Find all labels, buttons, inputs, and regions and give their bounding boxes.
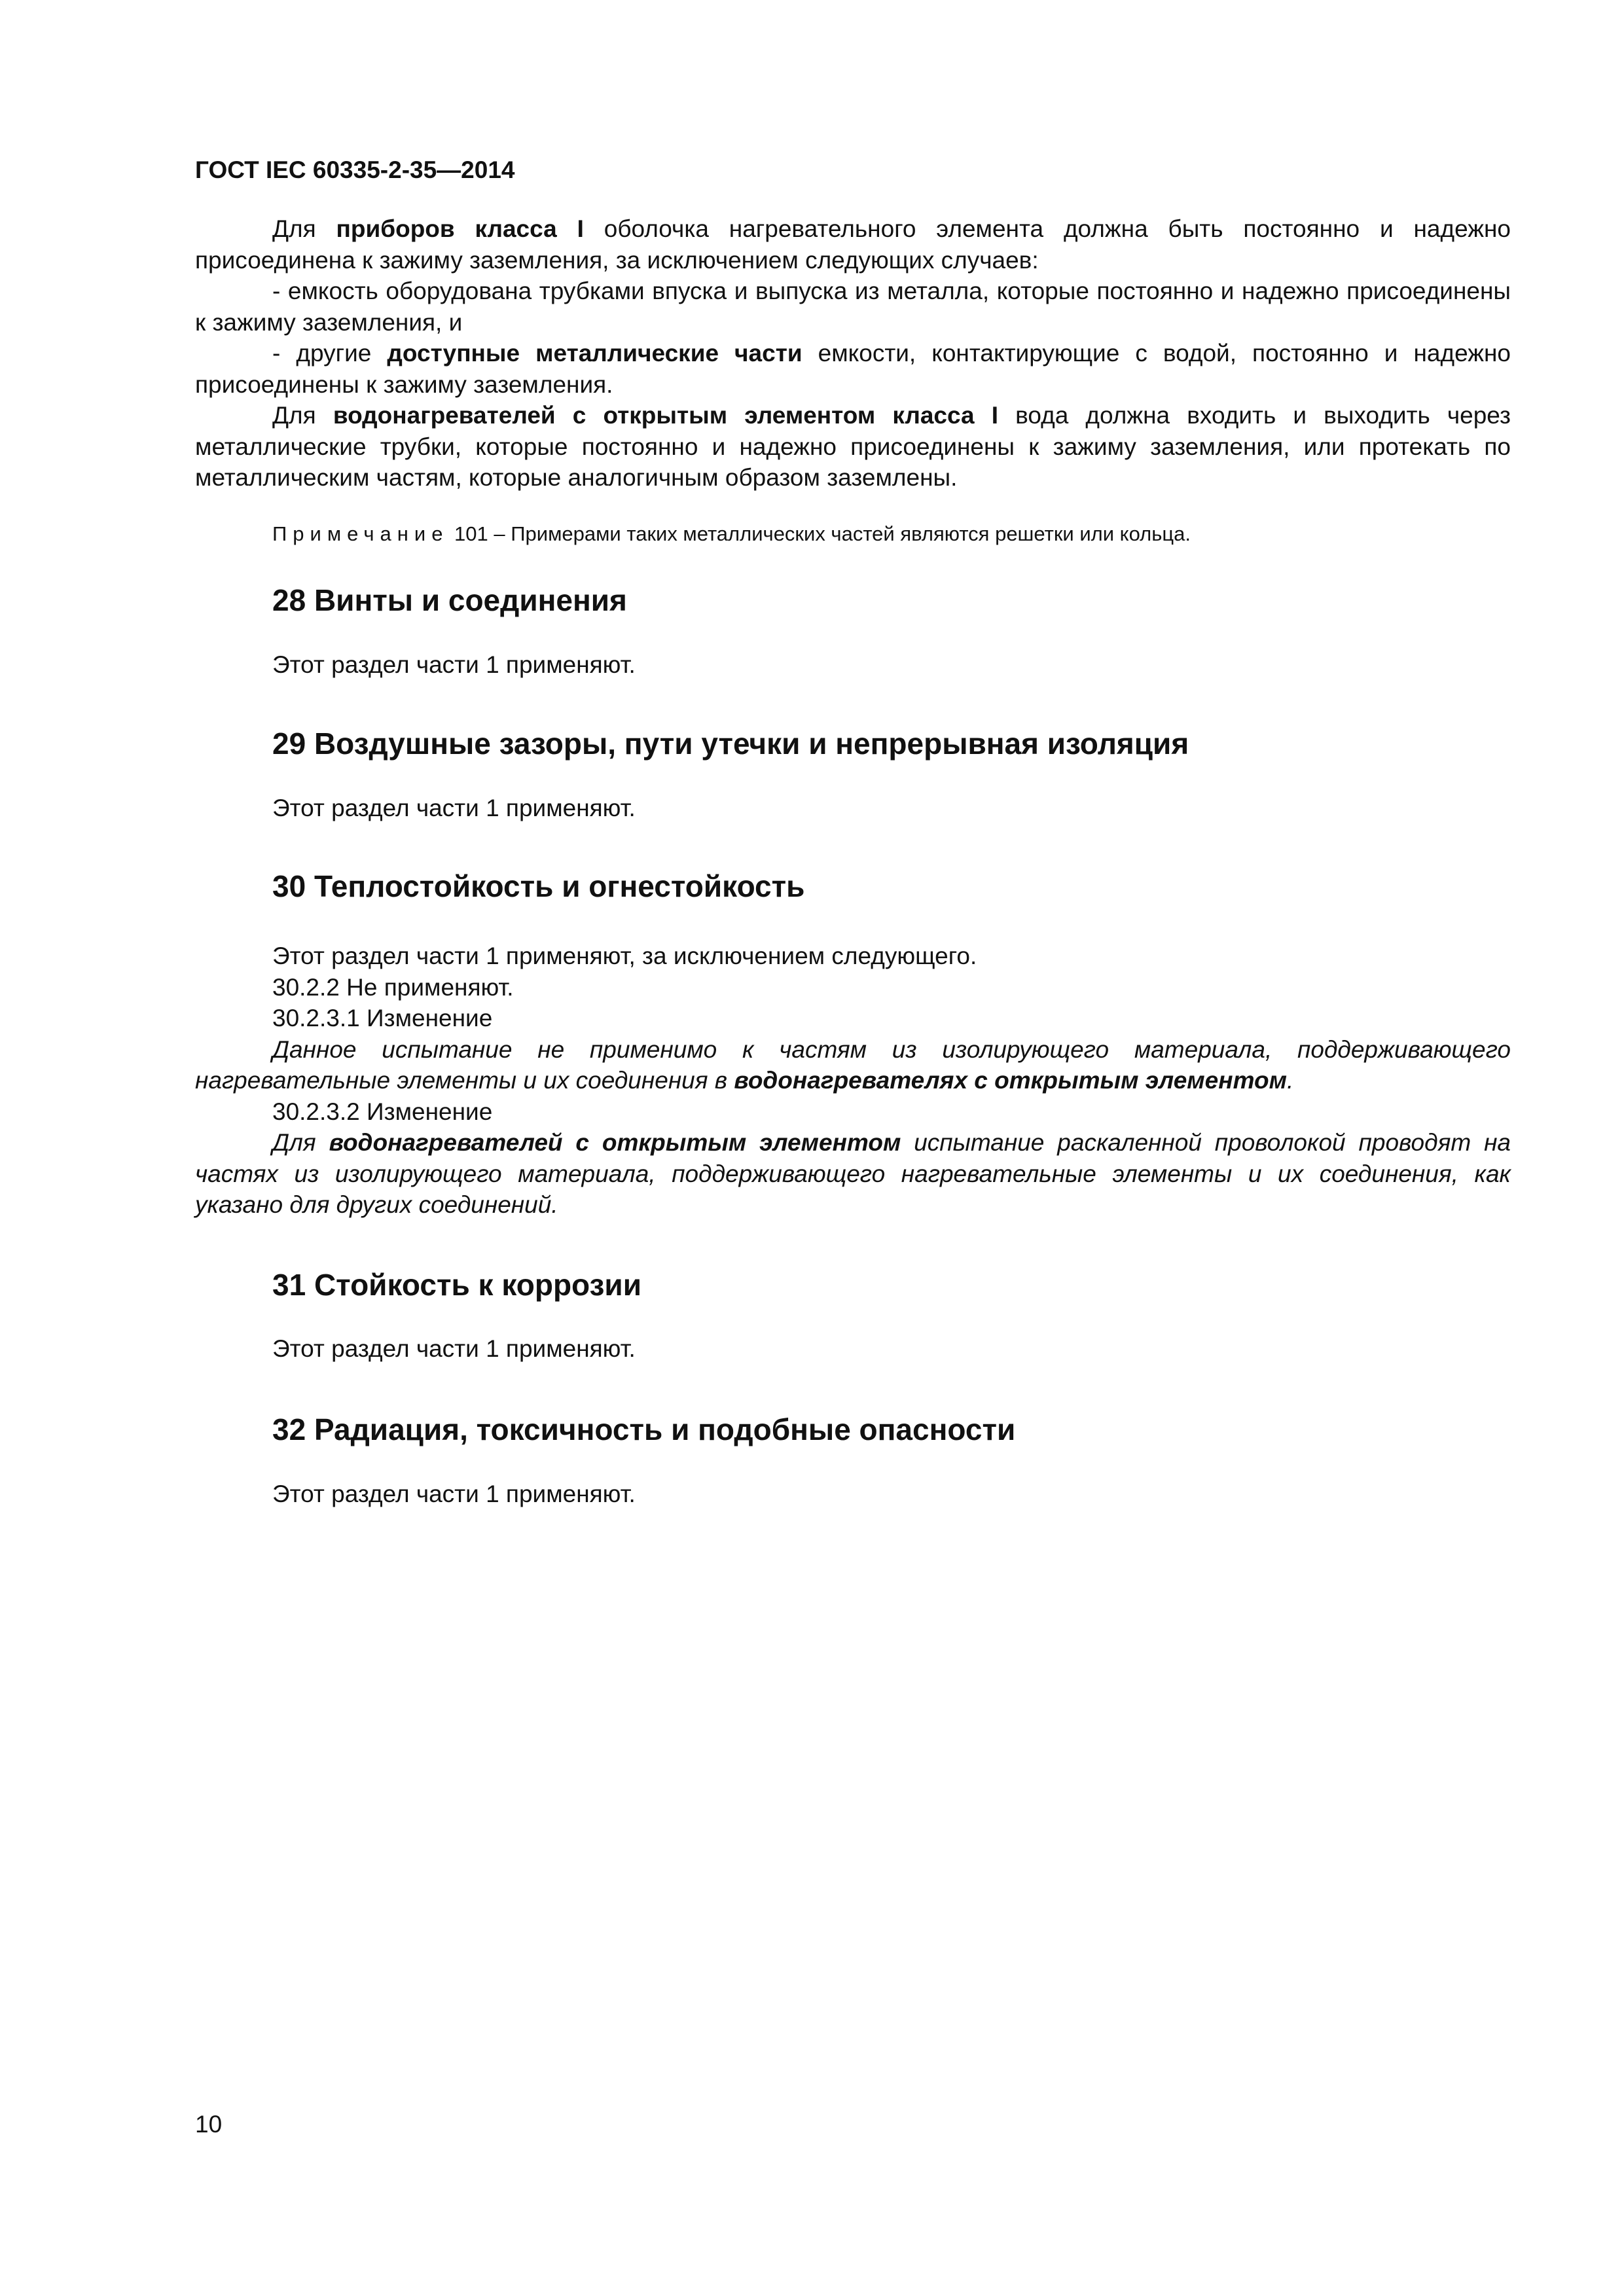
- term-bare-element-heaters: водонагревателях с открытым элементом: [734, 1067, 1287, 1094]
- text-run: Для: [272, 215, 336, 242]
- section-text-31: Этот раздел части 1 применяют.: [272, 1335, 636, 1362]
- section-heading-31: 31 Стойкость к коррозии: [272, 1267, 641, 1302]
- list-item-inlet-outlet-pipes: - емкость оборудована трубками впуска и выпуска из металла, которые постоянно и надежно присоединены к зажиму заземления, и: [195, 278, 1511, 336]
- document-body: [195, 213, 1511, 1510]
- clause-30-2-3-1-text: [195, 1034, 1511, 1096]
- section-text-30: Этот раздел части 1 применяют, за исключением следующего.: [272, 942, 977, 969]
- clause-30-2-2: 30.2.2 Не применяют.: [272, 973, 514, 1001]
- document-header: ГОСТ IEC 60335-2-35—2014: [195, 156, 515, 183]
- note-101: [195, 518, 1511, 550]
- list-item-accessible-metal-parts: [195, 338, 1511, 400]
- term-bare-element-heaters: водонагревателей с открытым элементом: [329, 1129, 901, 1156]
- page-number: 10: [195, 2111, 223, 2138]
- text-run: емкости, контактирующие с водой, постоянно и надежно присоединены к зажиму заземления.: [195, 340, 1511, 398]
- clause-30-2-3-2: 30.2.3.2 Изменение: [272, 1098, 493, 1125]
- text-run: Для: [272, 1129, 329, 1156]
- text-run: .: [1286, 1067, 1294, 1094]
- text-run: оболочка нагревательного элемента должна быть постоянно и надежно присоединена к зажиму заземления, за исключением следующих случаев:: [195, 215, 1511, 274]
- section-heading-28: 28 Винты и соединения: [272, 583, 627, 617]
- text-run: испытание раскаленной проволокой проводят на частях из изолирующего материала, поддерживающего нагревательные элементы и их соединения, как указано для других соединений.: [195, 1129, 1511, 1218]
- text-run: Данное испытание не применимо к частям из изолирующего материала, поддерживающего нагревательные элементы и их соединения в: [195, 1035, 1511, 1094]
- clause-30-2-3-1: 30.2.3.1 Изменение: [272, 1005, 493, 1031]
- section-text-29: Этот раздел части 1 применяют.: [272, 794, 636, 821]
- text-run: вода должна входить и выходить через металлические трубки, которые постоянно и надежно присоединены к зажиму заземления, или протекать по металлическим частям, которые аналогичным образом заземлены.: [195, 402, 1511, 491]
- clause-30-2-3-2-text: [195, 1127, 1511, 1221]
- paragraph-class-i-appliances: [195, 213, 1511, 276]
- section-text-32: Этот раздел части 1 применяют.: [272, 1480, 636, 1507]
- section-heading-32: 32 Радиация, токсичность и подобные опасности: [272, 1412, 1016, 1446]
- term-class-i-appliances: приборов класса I: [336, 215, 584, 242]
- note-label: Примечание: [272, 522, 449, 545]
- note-text: 101 – Примерами таких металлических частей являются решетки или кольца.: [448, 522, 1191, 545]
- section-heading-30: 30 Теплостойкость и огнестойкость: [272, 869, 805, 903]
- paragraph-bare-element-heaters: [195, 400, 1511, 493]
- term-bare-element-heaters-class-i: водонагревателей с открытым элементом класса I: [333, 402, 998, 429]
- section-heading-29: 29 Воздушные зазоры, пути утечки и непрерывная изоляция: [272, 726, 1189, 761]
- section-text-28: Этот раздел части 1 применяют.: [272, 651, 636, 678]
- term-accessible-metal-parts: доступные металлические части: [387, 340, 803, 367]
- text-run: - другие: [272, 340, 388, 367]
- text-run: Для: [272, 402, 333, 429]
